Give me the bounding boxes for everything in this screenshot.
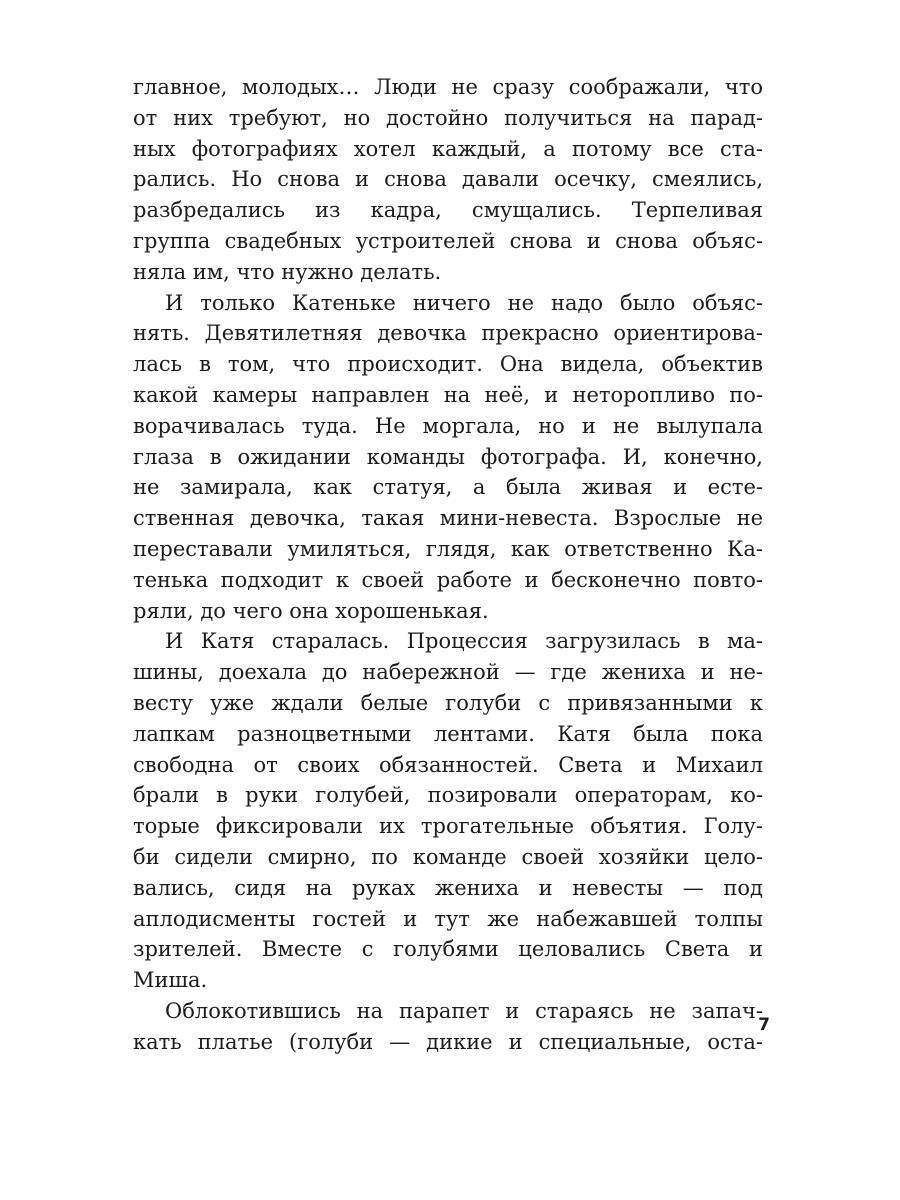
text-line: группа свадебных устроителей снова и снова объяс- <box>133 228 763 253</box>
body-text <box>133 72 763 1058</box>
text-line: зрителей. Вместе с голубями целовались Света и <box>133 937 763 962</box>
text-line: лась в том, что происходит. Она видела, объектив <box>133 352 763 377</box>
text-line: от них требуют, но достойно получиться на парад- <box>133 105 763 130</box>
text-line: не замирала, как статуя, а была живая и есте- <box>133 475 763 500</box>
text-line: переставали умиляться, глядя, как ответственно Ка- <box>133 536 763 561</box>
text-line: ворачивалась туда. Не моргала, но и не вылупала <box>133 413 763 438</box>
text-line: главное, молодых… Люди не сразу соображали, что <box>133 75 763 99</box>
text-line: весту уже ждали белые голуби с привязанными к <box>133 690 763 715</box>
text-line: торые фиксировали их трогательные объятия. Голу- <box>133 814 763 839</box>
text-line: разбредались из кадра, смущались. Терпеливая <box>133 198 763 223</box>
text-line: глаза в ожидании команды фотографа. И, конечно, <box>133 444 763 469</box>
text-line: шины, доехала до набережной — где жениха и не- <box>133 660 763 685</box>
text-line: кать платье (голуби — дикие и специальные, оста- <box>133 1029 763 1054</box>
text-line: няла им, что нужно делать. <box>133 259 442 284</box>
text-line: И только Катеньке ничего не надо было объяс- <box>165 290 763 315</box>
text-line: ных фотографиях хотел каждый, а потому все ста- <box>133 136 763 161</box>
text-line: Облокотившись на парапет и стараясь не запач- <box>165 998 763 1023</box>
text-line: Миша. <box>133 968 208 993</box>
text-line: вались, сидя на руках жениха и невесты — под <box>133 875 763 900</box>
text-line: би сидели смирно, по команде своей хозяйки цело- <box>133 844 763 869</box>
text-line: нять. Девятилетняя девочка прекрасно ориентирова- <box>133 321 763 346</box>
text-line: брали в руки голубей, позировали операторам, ко- <box>133 783 763 808</box>
text-line: рались. Но снова и снова давали осечку, смеялись, <box>133 167 763 192</box>
text-line: лапкам разноцветными лентами. Катя была пока <box>133 721 763 746</box>
text-line: ряли, до чего она хорошенькая. <box>133 598 489 623</box>
text-line: И Катя старалась. Процессия загрузилась в ма- <box>165 629 763 654</box>
text-line: аплодисменты гостей и тут же набежавшей толпы <box>133 906 763 931</box>
text-line: свободна от своих обязанностей. Света и Михаил <box>133 752 763 777</box>
page-number: 7 <box>758 1015 770 1035</box>
text-line: ственная девочка, такая мини-невеста. Взрослые не <box>133 506 763 531</box>
text-line: тенька подходит к своей работе и бесконечно повто- <box>133 567 763 592</box>
text-line: какой камеры направлен на неё, и неторопливо по- <box>133 382 763 407</box>
